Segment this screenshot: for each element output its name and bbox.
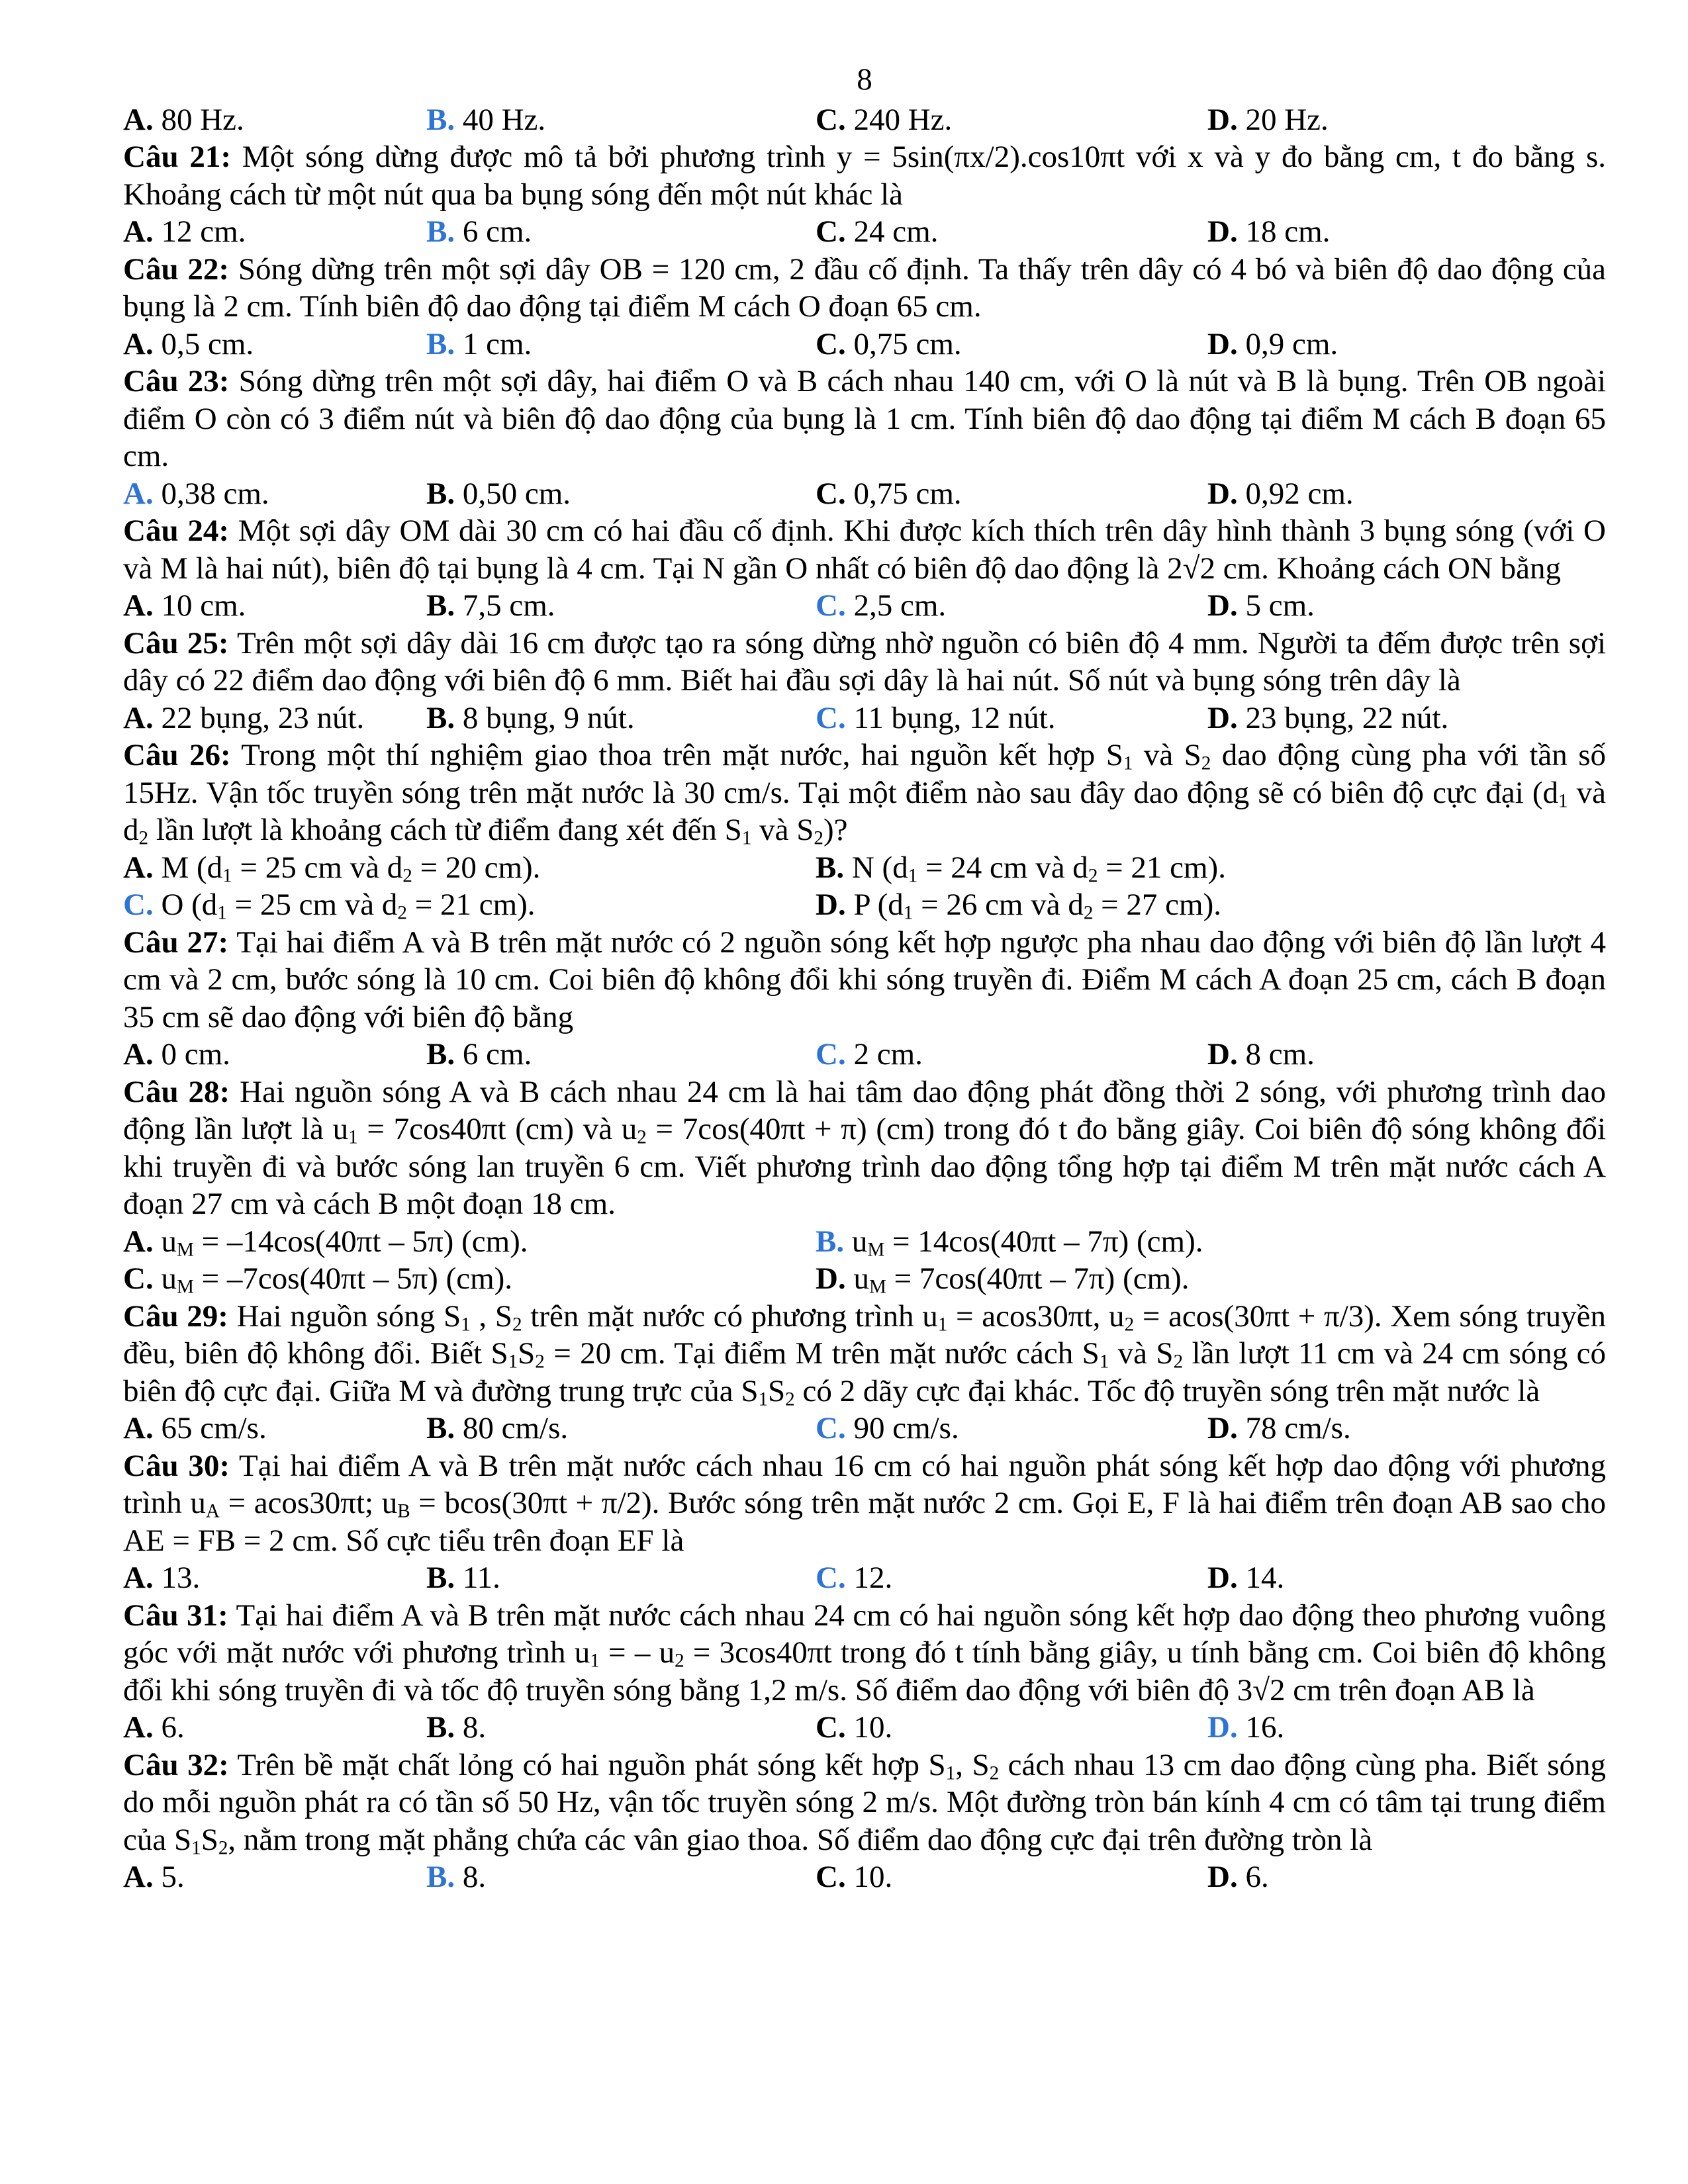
answer-option <box>816 1260 1603 1298</box>
question-text <box>123 1747 1606 1859</box>
question-label: Câu 31: <box>123 1598 228 1633</box>
option-text: 16. <box>1237 1710 1285 1745</box>
answer-option <box>123 700 426 737</box>
option-text: N ($d_1 = 24$ cm và $d_2 = 21$ cm). <box>844 850 1226 886</box>
option-letter: B. <box>426 476 455 511</box>
option-letter: A. <box>123 1224 154 1259</box>
option-text: 240 Hz. <box>845 102 953 137</box>
option-text: $u_M = -14\cos(40\pi t - 5\pi)$ (cm). <box>153 1224 528 1260</box>
option-text: 80 Hz. <box>153 102 244 137</box>
answer-option <box>816 886 1603 924</box>
option-letter: C. <box>816 700 846 735</box>
option-letter: C. <box>816 214 846 249</box>
option-text: 6. <box>153 1710 185 1745</box>
answer-option <box>426 213 816 251</box>
option-letter: B. <box>426 102 455 137</box>
answer-options-row <box>123 1223 1606 1261</box>
question-label: Câu 27: <box>123 925 229 960</box>
option-letter: A. <box>123 102 154 137</box>
option-letter: D. <box>1207 1710 1238 1745</box>
answer-option <box>1207 1559 1605 1597</box>
question-text <box>123 737 1606 849</box>
answer-option <box>426 587 816 625</box>
answer-option <box>816 326 1207 363</box>
option-letter: C. <box>816 1037 846 1071</box>
answer-option <box>123 213 426 251</box>
question-label: Câu 29: <box>123 1298 228 1334</box>
option-letter: D. <box>1207 700 1238 735</box>
answer-option <box>816 1410 1207 1447</box>
option-text: 6 cm. <box>455 214 532 249</box>
option-letter: B. <box>426 1710 455 1745</box>
answer-option <box>123 475 426 513</box>
option-letter: C. <box>816 588 846 623</box>
option-letter: C. <box>816 1411 846 1445</box>
option-text: 80 cm/s. <box>455 1411 569 1445</box>
question-body: Tại hai điểm A và B trên mặt nước cách nhau 16 cm có hai nguồn phát sóng kết hợp dao động với phương trình $u_A = acos30\pi t$; $u_B = bcos(30\pi t + \pi/2)$. Bước sóng trên mặt nước 2 cm. Gọi E, F là hai điểm trên đoạn AB sao cho AE = FB = 2 cm. Số cực tiểu trên đoạn EF là <box>123 1448 1606 1558</box>
option-text: 10 cm. <box>153 588 246 623</box>
question-text <box>123 1597 1606 1709</box>
option-letter: C. <box>816 1710 846 1745</box>
option-letter: A. <box>123 1037 154 1071</box>
option-letter: C. <box>123 887 154 922</box>
option-text: 2 cm. <box>845 1037 923 1071</box>
question-text <box>123 1447 1606 1560</box>
option-text: M ($d_1 = 25$ cm và $d_2 = 20$ cm). <box>153 850 541 886</box>
answer-option <box>816 1858 1207 1896</box>
option-text: P ($d_1 = 26$ cm và $d_2 = 27$ cm). <box>845 887 1221 924</box>
option-letter: D. <box>1207 1860 1238 1894</box>
option-text: $u_M = -7\cos(40\pi t - 5\pi)$ (cm). <box>153 1261 513 1298</box>
question-text <box>123 138 1606 213</box>
option-text: 2,5 cm. <box>845 588 947 623</box>
option-text: 1 cm. <box>455 326 532 361</box>
option-letter: B. <box>426 1411 455 1445</box>
option-letter: C. <box>816 476 846 511</box>
option-letter: B. <box>816 850 845 885</box>
option-text: 14. <box>1237 1561 1285 1595</box>
question-body: Trên bề mặt chất lỏng có hai nguồn phát sóng kết hợp $S_1$, $S_2$ cách nhau 13 cm dao động cùng pha. Biết sóng do mỗi nguồn phát ra có tần số 50 Hz, vận tốc truyền sóng 2 m/s. Một đường tròn bán kính 4 cm có tâm tại trung điểm của $S_1S_2$, nằm trong mặt phẳng chứa các vân giao thoa. Số điểm dao động cực đại trên đường tròn là <box>123 1747 1607 1858</box>
option-text: $u_M = 7\cos(40\pi t - 7\pi)$ (cm). <box>845 1261 1190 1298</box>
answer-option <box>1207 1858 1605 1896</box>
answer-option <box>1207 1036 1605 1073</box>
answer-option <box>123 101 426 139</box>
answer-option <box>123 849 816 887</box>
worksheet-page <box>123 61 1606 1896</box>
answer-options-row <box>123 101 1606 139</box>
option-text: 0,50 cm. <box>455 476 571 511</box>
answer-option <box>123 1260 816 1298</box>
option-letter: D. <box>1207 102 1238 137</box>
question-label: Câu 25: <box>123 625 229 660</box>
option-text: 22 bụng, 23 nút. <box>153 700 365 735</box>
option-text: 12. <box>845 1561 893 1595</box>
question-text <box>123 512 1606 587</box>
answer-options-row <box>123 475 1606 513</box>
option-text: 0,9 cm. <box>1237 326 1338 361</box>
option-text: 0 cm. <box>153 1037 230 1071</box>
answer-options-row <box>123 1036 1606 1073</box>
question-body: Trên một sợi dây dài 16 cm được tạo ra sóng dừng nhờ nguồn có biên độ 4 mm. Người ta đếm được trên sợi dây có 22 điểm dao động với biên độ 6 mm. Biết hai đầu sợi dây là hai nút. Số nút và bụng sóng trên dây là <box>123 625 1607 698</box>
option-letter: D. <box>1207 1411 1238 1445</box>
answer-option <box>1207 700 1605 737</box>
option-text: 5 cm. <box>1237 588 1315 623</box>
option-text: 10. <box>845 1860 893 1894</box>
question-text <box>123 251 1606 326</box>
question-label: Câu 21: <box>123 140 232 174</box>
option-letter: B. <box>426 214 455 249</box>
answer-option <box>816 587 1207 625</box>
option-text: 18 cm. <box>1237 214 1331 249</box>
option-text: O ($d_1 = 25$ cm và $d_2 = 21$ cm). <box>153 887 536 924</box>
option-letter: A. <box>123 1561 154 1595</box>
option-text: 13. <box>153 1561 201 1595</box>
question-label: Câu 22: <box>123 251 230 287</box>
option-letter: D. <box>1207 326 1238 361</box>
option-letter: C. <box>816 1860 846 1894</box>
option-letter: D. <box>816 1261 846 1296</box>
option-letter: B. <box>426 326 455 361</box>
option-text: 5. <box>153 1860 185 1894</box>
answer-option <box>426 101 816 139</box>
option-letter: D. <box>1207 1561 1238 1595</box>
option-letter: C. <box>123 1261 154 1296</box>
answer-options-row <box>123 326 1606 363</box>
question-label: Câu 23: <box>123 364 230 398</box>
option-text: 0,5 cm. <box>153 326 254 361</box>
answer-option <box>1207 1410 1605 1447</box>
answer-option <box>426 1858 816 1896</box>
option-text: 40 Hz. <box>455 102 546 137</box>
question-body: Sóng dừng trên một sợi dây OB = 120 cm, 2 đầu cố định. Ta thấy trên dây có 4 bó và biên độ dao động của bụng là 2 cm. Tính biên độ dao động tại điểm M cách O đoạn 65 cm. <box>123 251 1607 324</box>
answer-option <box>1207 1709 1605 1747</box>
question-label: Câu 24: <box>123 514 230 548</box>
option-letter: B. <box>426 1037 455 1071</box>
option-text: 0,75 cm. <box>845 326 962 361</box>
answer-option <box>1207 475 1605 513</box>
option-text: 12 cm. <box>153 214 246 249</box>
question-body: Tại hai điểm A và B trên mặt nước cách nhau 24 cm có hai nguồn sóng kết hợp dao động theo phương vuông góc với mặt nước với phương trình $u_1$ = – $u_2 = 3\cos 40\pi t$ trong đó t tính bằng giây, u tính bằng cm. Coi biên độ không đổi khi sóng truyền đi và tốc độ truyền sóng bằng 1,2 m/s. Số điểm dao động với biên độ 3√2 cm trên đoạn AB là <box>123 1598 1606 1707</box>
option-letter: A. <box>123 1710 154 1745</box>
answer-option <box>123 1036 426 1073</box>
option-letter: D. <box>1207 214 1238 249</box>
question-list <box>123 101 1606 1896</box>
option-text: 11 bụng, 12 nút. <box>845 700 1056 735</box>
answer-option <box>816 213 1207 251</box>
option-text: 7,5 cm. <box>455 588 555 623</box>
question-label: Câu 32: <box>123 1747 229 1782</box>
option-letter: A. <box>123 214 154 249</box>
question-text <box>123 924 1606 1036</box>
question-body: Sóng dừng trên một sợi dây, hai điểm O và B cách nhau 140 cm, với O là nút và B là bụng. Trên OB ngoài điểm O còn có 3 điểm nút và biên độ dao động của bụng là 1 cm. Tính biên độ dao động tại điểm M cách B đoạn 65 cm. <box>123 364 1607 473</box>
option-text: 8 bụng, 9 nút. <box>455 700 635 735</box>
option-letter: B. <box>426 1561 455 1595</box>
option-text: 8. <box>455 1860 487 1894</box>
option-text: 8. <box>455 1710 487 1745</box>
answer-option <box>426 1036 816 1073</box>
option-text: 8 cm. <box>1237 1037 1315 1071</box>
option-letter: A. <box>123 850 154 885</box>
option-text: 23 bụng, 22 nút. <box>1237 700 1449 735</box>
answer-options-row <box>123 1410 1606 1447</box>
option-text: 90 cm/s. <box>845 1411 959 1445</box>
answer-options-row <box>123 1709 1606 1747</box>
answer-option <box>816 1036 1207 1073</box>
option-letter: D. <box>1207 1037 1238 1071</box>
answer-option <box>123 326 426 363</box>
question-body: Tại hai điểm A và B trên mặt nước có 2 nguồn sóng kết hợp ngược pha nhau dao động với biên độ lần lượt 4 cm và 2 cm, bước sóng là 10 cm. Coi biên độ không đổi khi sóng truyền đi. Điểm M cách A đoạn 25 cm, cách B đoạn 35 cm sẽ dao động với biên độ bằng <box>123 925 1606 1034</box>
answer-options-row <box>123 587 1606 625</box>
answer-option <box>816 1709 1207 1747</box>
question-body: Hai nguồn sóng A và B cách nhau 24 cm là hai tâm dao động phát đồng thời 2 sóng, với phương trình dao động lần lượt là $u_1 = 7\cos 40\pi t$ (cm) và $u_2 = 7\cos(40\pi t + \pi)$ (cm) trong đó t đo bằng giây. Coi biên độ sóng không đổi khi truyền đi và bước sóng lan truyền 6 cm. Viết phương trình dao động tổng hợp tại điểm M trên mặt nước cách A đoạn 27 cm và cách B một đoạn 18 cm. <box>123 1074 1606 1221</box>
answer-option <box>816 1223 1603 1261</box>
answer-option <box>426 1410 816 1447</box>
answer-options-row <box>123 700 1606 737</box>
answer-options-row <box>123 886 1606 924</box>
option-text: 0,92 cm. <box>1237 476 1354 511</box>
answer-option <box>123 1858 426 1896</box>
answer-option <box>123 1709 426 1747</box>
answer-options-row <box>123 1260 1606 1298</box>
answer-options-row <box>123 1858 1606 1896</box>
option-letter: D. <box>1207 588 1238 623</box>
option-letter: C. <box>816 102 846 137</box>
option-letter: B. <box>426 700 455 735</box>
option-text: 0,38 cm. <box>153 476 269 511</box>
option-letter: A. <box>123 476 154 511</box>
option-text: 6. <box>1237 1860 1269 1894</box>
option-letter: A. <box>123 588 154 623</box>
question-text <box>123 625 1606 700</box>
answer-option <box>1207 326 1605 363</box>
question-text <box>123 363 1606 475</box>
option-text: 6 cm. <box>455 1037 532 1071</box>
option-text: $u_M = 14\cos(40\pi t - 7\pi)$ (cm). <box>844 1224 1203 1260</box>
option-letter: B. <box>426 1860 455 1894</box>
option-letter: A. <box>123 700 154 735</box>
question-body: Một sợi dây OM dài 30 cm có hai đầu cố định. Khi được kích thích trên dây hình thành 3 bụng sóng (với O và M là hai nút), biên độ tại bụng là 4 cm. Tại N gần O nhất có biên độ dao động là 2√2 cm. Khoảng cách ON bằng <box>123 514 1606 586</box>
option-text: 0,75 cm. <box>845 476 962 511</box>
option-letter: B. <box>426 588 455 623</box>
answer-option <box>123 1559 426 1597</box>
option-letter: C. <box>816 326 846 361</box>
answer-options-row <box>123 849 1606 887</box>
answer-option <box>816 101 1207 139</box>
option-text: 78 cm/s. <box>1237 1411 1351 1445</box>
answer-option <box>426 475 816 513</box>
question-body: Một sóng dừng được mô tả bởi phương trình y = 5sin(πx/2).cos10πt với x và y đo bằng cm, t đo bằng s. Khoảng cách từ một nút qua ba bụng sóng đến một nút khác là <box>123 140 1607 212</box>
option-letter: B. <box>816 1224 845 1259</box>
question-body: Trong một thí nghiệm giao thoa trên mặt nước, hai nguồn kết hợp $S_1$ và $S_2$ dao động cùng pha với tần số 15Hz. Vận tốc truyền sóng trên mặt nước là 30 cm/s. Tại một điểm nào sau đây dao động sẽ có biên độ cực đại ($d_1$ và $d_2$ lần lượt là khoảng cách từ điểm đang xét đến $S_1$ và $S_2$)? <box>123 738 1607 849</box>
answer-option <box>1207 101 1605 139</box>
answer-option <box>816 849 1603 887</box>
question-label: Câu 26: <box>123 738 231 772</box>
question-text <box>123 1073 1606 1223</box>
option-text: 24 cm. <box>845 214 939 249</box>
question-body: Hai nguồn sóng $S_1$ , $S_2$ trên mặt nước có phương trình $u_1 = acos30\pi t$, $u_2 = acos(30\pi t + \pi/3)$. Xem sóng truyền đều, biên độ không đổi. Biết $S_1S_2 = 20$ cm. Tại điểm M trên mặt nước cách $S_1$ và $S_2$ lần lượt 11 cm và 24 cm sóng có biên độ cực đại. Giữa M và đường trung trực của $S_1S_2$ có 2 dãy cực đại khác. Tốc độ truyền sóng trên mặt nước là <box>123 1298 1607 1410</box>
answer-option <box>426 1709 816 1747</box>
answer-option <box>1207 213 1605 251</box>
option-text: 20 Hz. <box>1237 102 1329 137</box>
answer-option <box>426 326 816 363</box>
option-text: 65 cm/s. <box>153 1411 267 1445</box>
answer-option <box>123 1223 816 1261</box>
answer-options-row <box>123 1559 1606 1597</box>
answer-option <box>1207 587 1605 625</box>
option-letter: A. <box>123 1411 154 1445</box>
option-text: 10. <box>845 1710 893 1745</box>
answer-option <box>426 1559 816 1597</box>
answer-option <box>816 700 1207 737</box>
answer-option <box>123 587 426 625</box>
option-letter: C. <box>816 1561 846 1595</box>
option-letter: D. <box>1207 476 1238 511</box>
option-letter: A. <box>123 326 154 361</box>
question-label: Câu 28: <box>123 1074 230 1109</box>
answer-options-row <box>123 213 1606 251</box>
option-text: 11. <box>455 1561 500 1595</box>
answer-option <box>816 1559 1207 1597</box>
answer-option <box>426 700 816 737</box>
question-label: Câu 30: <box>123 1448 230 1483</box>
answer-option <box>816 475 1207 513</box>
question-text <box>123 1298 1606 1410</box>
answer-option <box>123 1410 426 1447</box>
option-letter: D. <box>816 887 846 922</box>
page-number: 8 <box>857 62 872 97</box>
answer-option <box>123 886 816 924</box>
option-letter: A. <box>123 1860 154 1894</box>
